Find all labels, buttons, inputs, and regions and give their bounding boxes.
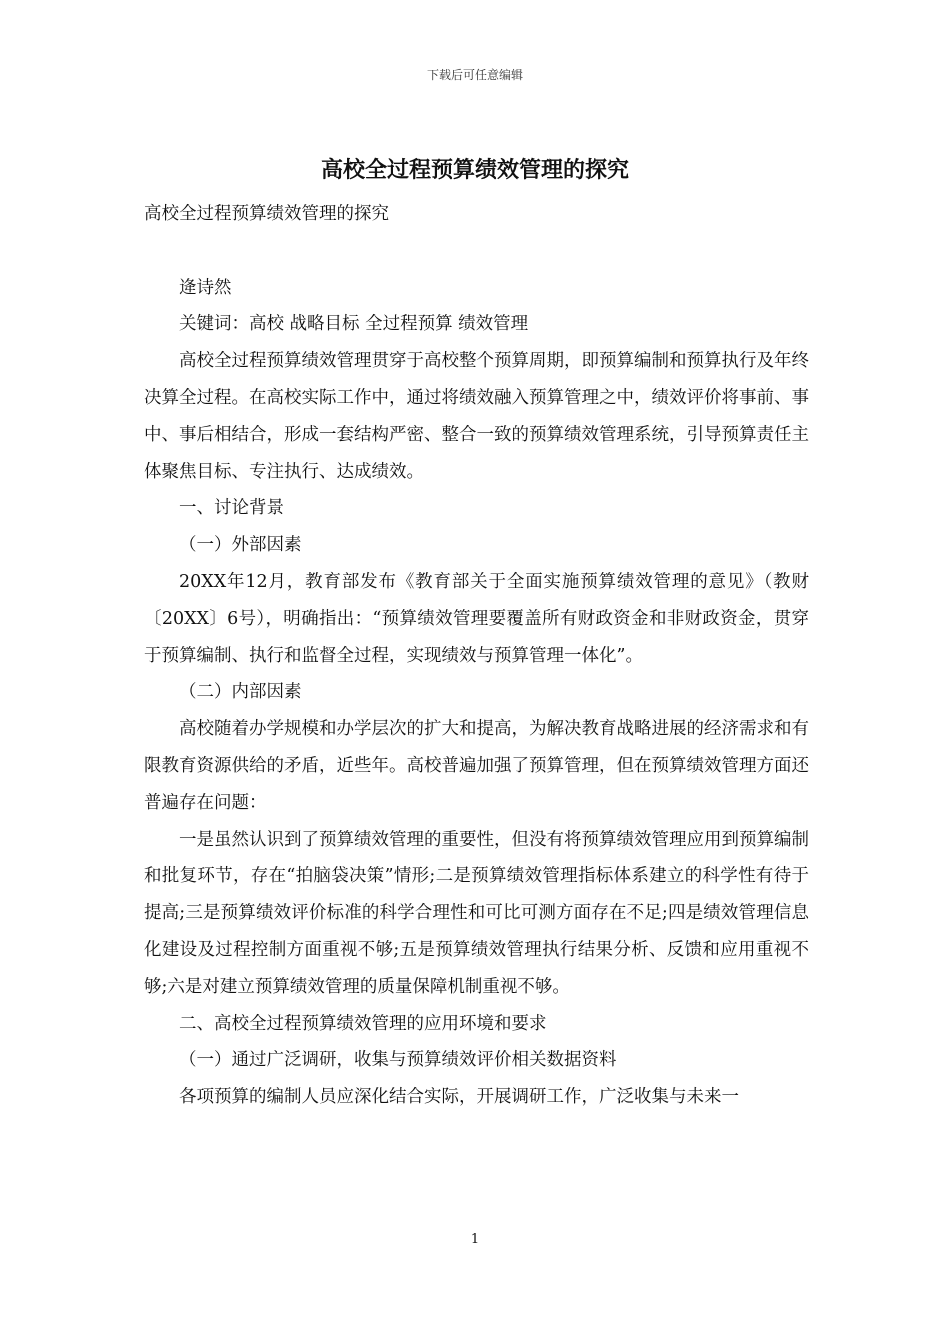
paragraph-research: 各项预算的编制人员应深化结合实际，开展调研工作，广泛收集与未来一 [179, 1087, 739, 1108]
subsection-heading-1-1: （一）外部因素 [179, 535, 302, 556]
paragraph-problems: 一是虽然认识到了预算绩效管理的重要性，但没有将预算绩效管理应用到预算编制和批复环节，存在“拍脑袋决策”情形;二是预算绩效管理指标体系建立的科学性有待于提高;三是预算绩效评价标准的科学合理性和可比可测方面存在不足;四是绩效管理信息化建设及过程控制方面重视不够;五是预算绩效管理执行结果分析、反馈和应用重视不够;六是对建立预算绩效管理的质量保障机制重视不够。 [144, 829, 809, 997]
author: 逄诗然 [179, 277, 232, 298]
document-title: 高校全过程预算绩效管理的探究 [320, 157, 629, 183]
paragraph-intro: 高校全过程预算绩效管理贯穿于高校整个预算周期，即预算编制和预算执行及年终决算全过程。在高校实际工作中，通过将绩效融入预算管理之中，绩效评价将事前、事中、事后相结合，形成一套结构严密、整合一致的预算绩效管理系统，引导预算责任主体聚焦目标、专注执行、达成绩效。 [144, 351, 809, 482]
section-heading-2: 二、高校全过程预算绩效管理的应用环境和要求 [179, 1013, 547, 1034]
section-heading-1: 一、讨论背景 [179, 498, 284, 519]
paragraph-internal-factors: 高校随着办学规模和办学层次的扩大和提高，为解决教育战略进展的经济需求和有限教育资源供给的矛盾，近些年。高校普遍加强了预算管理，但在预算绩效管理方面还普遍存在问题： [144, 719, 809, 813]
keywords: 关键词：高校 战略目标 全过程预算 绩效管理 [179, 314, 529, 335]
page-header-note: 下载后可任意编辑 [426, 68, 523, 82]
subtitle: 高校全过程预算绩效管理的探究 [144, 204, 389, 224]
subsection-heading-1-2: （二）内部因素 [179, 682, 302, 703]
document-body [144, 196, 809, 1116]
page-number: 1 [470, 1232, 480, 1247]
blank-line [144, 233, 809, 270]
subsection-heading-2-1: （一）通过广泛调研，收集与预算绩效评价相关数据资料 [179, 1050, 617, 1071]
paragraph-external-factors: 20XX年12月，教育部发布《教育部关于全面实施预算绩效管理的意见》（教财〔20XX〕6号），明确指出：“预算绩效管理要覆盖所有财政资金和非财政资金，贯穿于预算编制、执行和监督全过程，实现绩效与预算管理一体化”。 [144, 571, 809, 666]
